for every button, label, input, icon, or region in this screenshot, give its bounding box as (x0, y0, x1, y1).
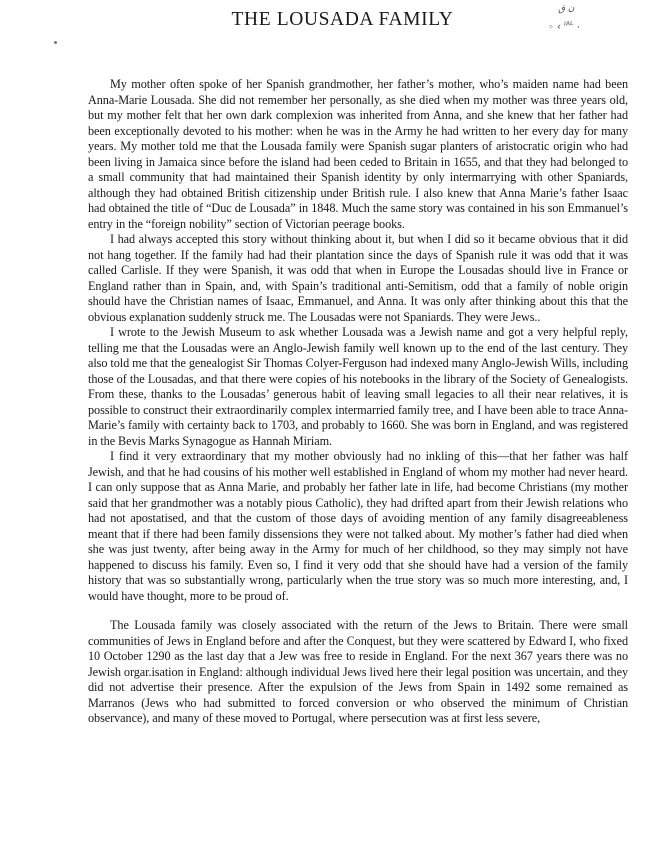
body-text (88, 77, 628, 727)
paragraph-3: I wrote to the Jewish Museum to ask whether Lousada was a Jewish name and got a very helpful reply, telling me that the Lousadas were an Anglo-Jewish family well known up to the end of the last century. They also told me that the genealogist Sir Thomas Colyer-Ferguson had indexed many Anglo-Jewish Wills, including those of the Lousadas, and that there were copies of his notebooks in the library of the Society of Genealogists. From these, thanks to the Lousadas’ generous habit of leaving small legacies to all their near relatives, it is possible to construct their extraordinarily complex intermarried family tree, and I have been able to trace Anna-Marie’s family with certainty back to 1703, and probably to 1660. She was born in England, and was registered in the Bevis Marks Synagogue as Hannah Miriam. (88, 325, 628, 448)
scan-speck (54, 41, 57, 44)
handwritten-margin-note (536, 4, 636, 40)
paragraph-5: The Lousada family was closely associated with the return of the Jews to Britain. There were small communities of Jews in England before and after the Conquest, but they were scattered by Edward I, who fixed 10 October 1290 as the last day that a Jew was free to reside in England. For the next 367 years there was no Jewish orgar.isation in England: although individual Jews lived here their legal position was uncertain, and they did not advertise their presence. After the expulsion of the Jews from Spain in 1492 some remained as Marranos (Jews who had submitted to forced conversion or who observed the minimum of Christian observance), and many of these moved to Portugal, where persecution was at first less severe, (88, 618, 628, 725)
paragraph-2: I had always accepted this story without thinking about it, but when I did so it became obvious that it did not hang together. If the family had had their plantation since the days of Spanish rule it was odd that it was called Carlisle. If they were Spanish, it was odd that when in Europe the Lousadas should live in France or England rather than in Spain, and, with Spain’s traditional anti-Semitism, odd that a family of noble origin should have the Christian names of Isaac, Emmanuel, and Anna. It was only after thinking about this that the obvious explanation suddenly struck me. The Lousadas were not Spaniards. They were Jews.. (88, 232, 628, 324)
paragraph-1: My mother often spoke of her Spanish grandmother, her father’s mother, who’s maiden name had been Anna-Marie Lousada. She did not remember her personally, as she died when my mother was three years old, but my mother felt that her own dark complexion was inherited from Anna, and she knew that her father had been exceptionally devoted to his mother: when he was in the Army he had written to her every day for many years. My mother told me that the Lousada family were Spanish sugar planters of aristocratic origin who had been living in Jamaica since before the island had been ceded to Britain in 1655, and that they had belonged to a small community that had maintained their Spanish identity by only intermarrying with other Spaniards, although they had obtained British citizenship under British rule. I also knew that Anna Marie’s father Isaac had obtained the title of “Duc de Lousada” in 1848. Much the same story was contained in his son Emmanuel’s entry in the “foreign nobility” section of Victorian peerage books. (88, 77, 628, 231)
margin-note-line-1: ن ق (557, 3, 575, 15)
paragraph-4: I find it very extraordinary that my mother obviously had no inkling of this—that her father was half Jewish, and that he had cousins of his mother well established in England of whom my mother had never heard. I can only suppose that as Anna Marie, and probably her father late in life, had become Christians (my mother said that her grandmother was a notably pious Catholic), they had drifted apart from their Jewish relations who had not apostatised, and that the custom of those days of avoiding mention of any family disagreeableness meant that if there had been family dissensions they were not talked about. My mother’s father had died when she was just twenty, after being away in the Army for much of her childhood, so they may simply not have happened to discuss his family. Even so, I find it very odd that she should have had a version of the family history that was so substantially wrong, particularly when the true story was so much more interesting, and, I would have thought, more to be proud of. (88, 449, 628, 603)
margin-note-line-2: ◦ ‹ ᴵᴬᴸ . (547, 19, 581, 34)
page-title: THE LOUSADA FAMILY (231, 9, 454, 30)
